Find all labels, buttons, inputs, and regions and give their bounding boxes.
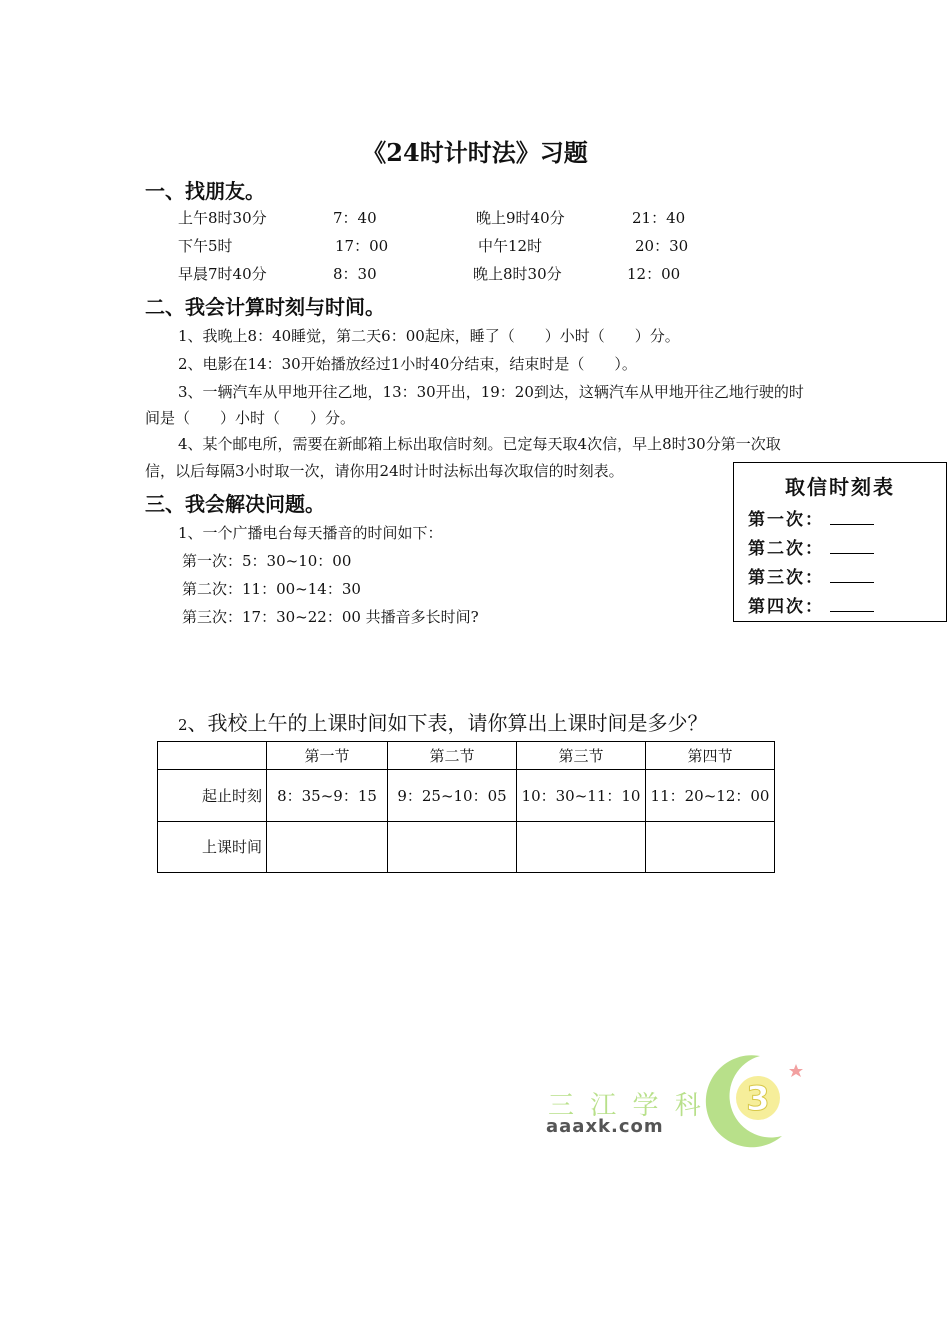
question-text: 、我校上午的上课时间如下表，请你算出上课时间是多少？ <box>187 711 708 735</box>
question-number: 2 <box>178 716 188 734</box>
pickup-row-label: 第三次： <box>748 568 824 588</box>
match-item: 17：00 <box>335 237 389 255</box>
answer-cell[interactable] <box>646 822 775 873</box>
question-2-4: 4、某个邮电所，需要在新邮箱上标出取信时刻。已定每天取4次信，早上8时30分第一次取 <box>178 435 781 453</box>
question-2-2: 2、电影在14：30开始播放经过1小时40分结束，结束时是（ ）。 <box>178 355 637 373</box>
match-item: 下午5时 <box>178 237 233 255</box>
table-header-cell: 第一节 <box>267 742 388 770</box>
answer-blank[interactable] <box>830 568 874 583</box>
match-item: 21：40 <box>632 209 686 227</box>
table-cell: 10：30~11：10 <box>517 770 646 822</box>
pickup-row <box>748 563 874 588</box>
pickup-schedule-title: 取信时刻表 <box>785 475 895 499</box>
section2-heading: 二、我会计算时刻与时间。 <box>145 295 385 319</box>
pickup-row-label: 第一次： <box>748 510 824 530</box>
table-row <box>158 822 775 873</box>
match-item: 上午8时30分 <box>178 209 267 227</box>
table-header-row <box>158 742 775 770</box>
question-3-2 <box>178 707 708 736</box>
page-title: 《24时计时法》习题 <box>362 138 588 167</box>
answer-cell[interactable] <box>517 822 646 873</box>
table-header-cell: 第四节 <box>646 742 775 770</box>
table-row <box>158 770 775 822</box>
match-item: 20：30 <box>635 237 689 255</box>
row-label: 上课时间 <box>158 822 267 873</box>
match-item: 晚上8时30分 <box>473 265 562 283</box>
answer-cell[interactable] <box>388 822 517 873</box>
question-2-3: 3、一辆汽车从甲地开往乙地，13：30开出，19：20到达，这辆汽车从甲地开往乙地行驶的时 <box>178 383 804 401</box>
logo-text: 三 江 学 科 <box>548 1091 705 1121</box>
class-schedule-table <box>157 741 775 873</box>
section1-heading: 一、找朋友。 <box>145 179 265 203</box>
pickup-row <box>748 592 874 617</box>
logo-digit: 3 <box>746 1079 770 1119</box>
match-item: 12：00 <box>627 265 681 283</box>
answer-blank[interactable] <box>830 597 874 612</box>
table-header-cell <box>158 742 267 770</box>
table-header-cell: 第三节 <box>517 742 646 770</box>
match-item: 7：40 <box>333 209 377 227</box>
pickup-row-label: 第四次： <box>748 597 824 617</box>
question-2-3-cont: 间是（ ）小时（ ）分。 <box>145 409 356 427</box>
logo-emblem-icon <box>690 1048 810 1153</box>
answer-blank[interactable] <box>830 510 874 525</box>
pickup-row <box>748 505 874 530</box>
table-cell: 11：20~12：00 <box>646 770 775 822</box>
logo-url: aaaxk.com <box>546 1116 664 1137</box>
pickup-row-label: 第二次： <box>748 539 824 559</box>
section3-heading: 三、我会解决问题。 <box>145 492 325 516</box>
pickup-row <box>748 534 874 559</box>
question-2-4-cont: 信，以后每隔3小时取一次，请你用24时计时法标出每次取信的时刻表。 <box>145 462 624 480</box>
match-item: 晚上9时40分 <box>476 209 565 227</box>
answer-cell[interactable] <box>267 822 388 873</box>
table-cell: 8：35~9：15 <box>267 770 388 822</box>
table-header-cell: 第二节 <box>388 742 517 770</box>
broadcast-row: 第二次：11：00~14：30 <box>182 580 361 598</box>
match-item: 8：30 <box>333 265 377 283</box>
table-cell: 9：25~10：05 <box>388 770 517 822</box>
broadcast-row: 第一次：5：30~10：00 <box>182 552 352 570</box>
question-3-1: 1、一个广播电台每天播音的时间如下： <box>178 524 443 542</box>
answer-blank[interactable] <box>830 539 874 554</box>
match-item: 中午12时 <box>478 237 543 255</box>
row-label: 起止时刻 <box>158 770 267 822</box>
question-2-1: 1、我晚上8：40睡觉，第二天6：00起床，睡了（ ）小时（ ）分。 <box>178 327 680 345</box>
pickup-schedule-box <box>733 462 947 622</box>
match-item: 早晨7时40分 <box>178 265 267 283</box>
broadcast-row: 第三次：17：30~22：00 共播音多长时间? <box>182 608 479 626</box>
